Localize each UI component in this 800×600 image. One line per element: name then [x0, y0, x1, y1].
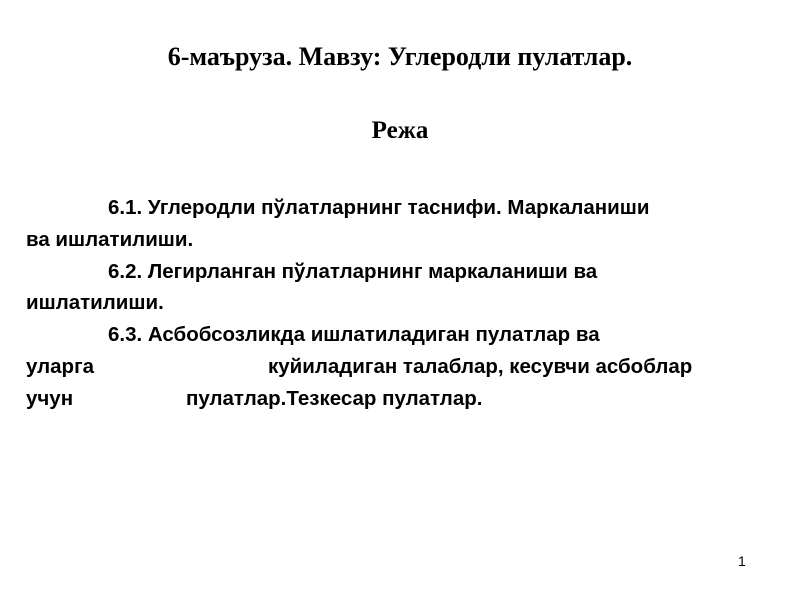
plan-item-3-line-3-end: пулатлар.Тезкесар пулатлар. [186, 387, 483, 410]
plan-heading: Режа [371, 117, 429, 144]
plan-item-3-line-2-start: уларга [26, 355, 95, 378]
slide-title: 6-маъруза. Мавзу: Углеродли пулатлар. [167, 42, 633, 71]
plan-item-1-line-1: 6.1. Углеродли пўлатларнинг таснифи. Маркаланиши [108, 196, 650, 219]
plan-item-1-line-2: ва ишлатилиши. [26, 228, 194, 251]
plan-item-3-line-2-end: куйиладиган талаблар, кесувчи асбоблар [268, 355, 693, 378]
plan-item-2-line-2: ишлатилиши. [26, 291, 164, 314]
plan-item-3-line-1: 6.3. Асбобсозликда ишлатиладиган пулатлар ва [108, 323, 600, 346]
page-number: 1 [738, 553, 746, 569]
plan-item-3-line-3-start: учун [26, 387, 74, 410]
plan-item-2-line-1: 6.2. Легирланган пўлатларнинг маркаланиши ва [108, 260, 598, 283]
